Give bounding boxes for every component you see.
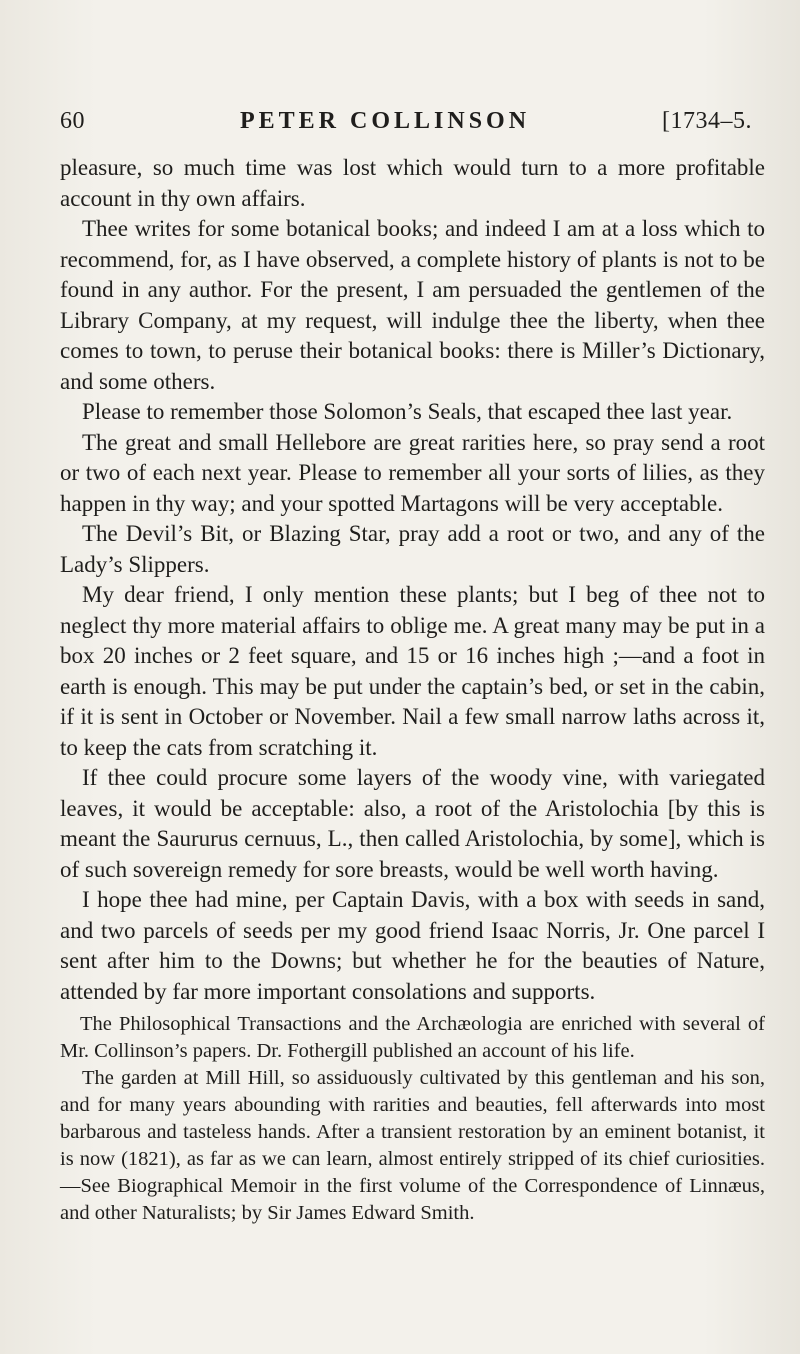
- running-header: [60, 108, 752, 144]
- page-number: 60: [60, 108, 85, 134]
- date-range: [1734–5.: [662, 108, 752, 134]
- paragraph-hellebore: The great and small Hellebore are great rarities here, so pray send a root or two of each next year. Please to remember all your sorts of lilies, as they happen in thy way; and your spotted Martagons will be very acceptable.: [60, 429, 765, 516]
- paragraph-aristolochia: If thee could procure some layers of the woody vine, with variegated leaves, it would be acceptable: also, a root of the Aristolochia [by this is meant the Saururus cernuus, L., then called Aristolochia, by some], which is of such sovereign remedy for sore breasts, would be well worth having.: [60, 765, 765, 882]
- paragraph-continuation: pleasure, so much time was lost which would turn to a more profitable account in thy own affairs.: [60, 155, 765, 211]
- note-mill-hill-garden: The garden at Mill Hill, so assiduously cultivated by this gentleman and his son, and for many years abounding with rarities and beauties, fell afterwards into most barbarous and tasteless hands. After a transient restoration by an eminent botanist, it is now (1821), as far as we can learn, almost entirely stripped of its chief curiosities.—See Biographical Memoir in the first volume of the Correspondence of Linnæus, and other Naturalists; by Sir James Edward Smith.: [60, 1067, 765, 1224]
- body-text: [60, 153, 765, 1227]
- paragraph-devils-bit: The Devil’s Bit, or Blazing Star, pray add a root or two, and any of the Lady’s Slippers.: [60, 521, 765, 577]
- paragraph-botanical-books: Thee writes for some botanical books; and indeed I am at a loss which to recommend, for, as I have observed, a complete history of plants is not to be found in any author. For the present, I am persuaded the gentlemen of the Library Company, at my request, will indulge thee the liberty, when thee comes to town, to peruse their botanical books: there is Miller’s Dictionary, and some others.: [60, 216, 765, 394]
- editorial-note: [60, 1011, 765, 1227]
- paragraph-solomons-seals: Please to remember those Solomon’s Seals, that escaped thee last year.: [82, 399, 733, 424]
- paragraph-box-instructions: My dear friend, I only mention these plants; but I beg of thee not to neglect thy more material affairs to oblige me. A great many may be put in a box 20 inches or 2 feet square, and 15 or 16 inches high ;—and a foot in earth is enough. This may be put under the captain’s bed, or set in the cabin, if it is sent in October or November. Nail a few small narrow laths across it, to keep the cats from scratching it.: [60, 582, 765, 760]
- paragraph-captain-davis: I hope thee had mine, per Captain Davis, with a box with seeds in sand, and two parcels of seeds per my good friend Isaac Norris, Jr. One parcel I sent after him to the Downs; but whether he for the beauties of Nature, attended by far more important consolations and supports.: [60, 887, 765, 1004]
- note-philosophical-transactions: The Philosophical Transactions and the Archæologia are enriched with several of Mr. Collinson’s papers. Dr. Fothergill published an account of his life.: [60, 1013, 765, 1062]
- running-title: PETER COLLINSON: [240, 108, 531, 134]
